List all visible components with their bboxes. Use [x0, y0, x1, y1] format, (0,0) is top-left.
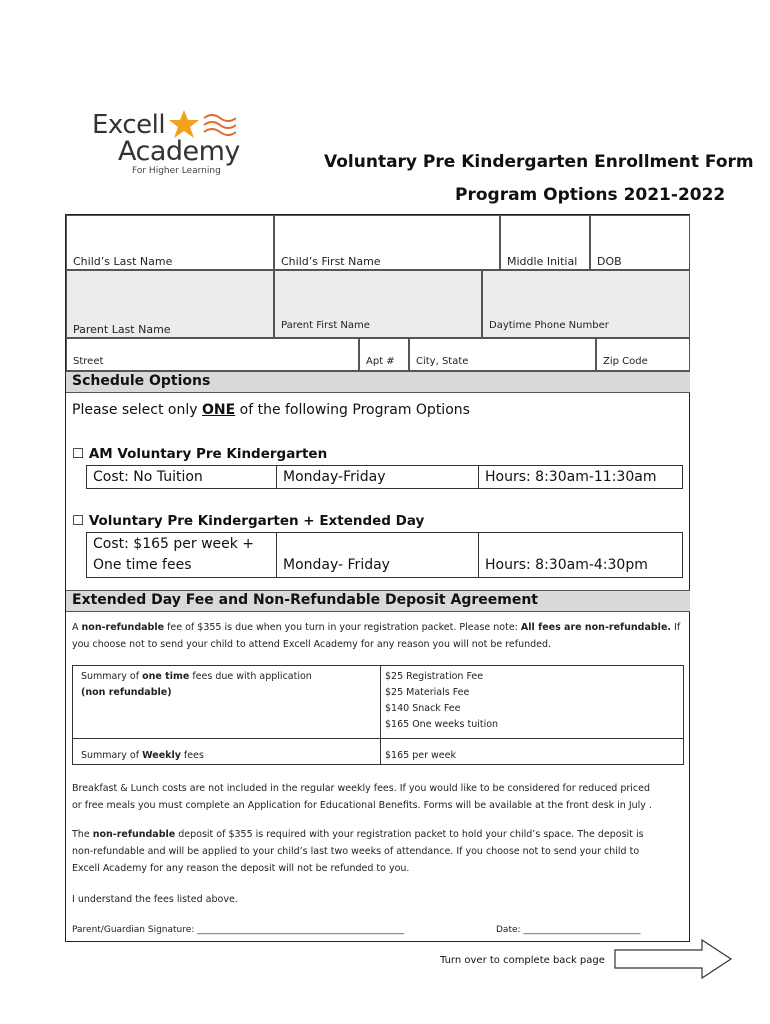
fee-item: $140 Snack Fee: [385, 703, 461, 714]
parent-first-name-field[interactable]: [274, 270, 482, 338]
city-state-field[interactable]: [409, 338, 596, 371]
fee-text: fee of $355 is due when you turn in your registration packet. Please note:: [164, 622, 521, 633]
weekly-fee-item: $165 per week: [385, 750, 456, 761]
summary-text: Summary of: [81, 671, 143, 682]
parent-last-name-label: Parent Last Name: [73, 323, 171, 336]
am-vpk-details-row: [86, 465, 683, 489]
child-first-name-field[interactable]: [274, 215, 500, 270]
instructions-text-start: Please select only: [72, 402, 202, 418]
fees-heading: Extended Day Fee and Non-Refundable Deposit Agreement: [72, 592, 538, 608]
dob-field[interactable]: [590, 215, 690, 270]
fee-text: If: [671, 622, 681, 633]
vpk-extended-cost-note: One time fees: [93, 557, 192, 573]
fee-item: $25 Registration Fee: [385, 671, 484, 682]
arrow-right-icon: [614, 938, 734, 980]
middle-initial-label: Middle Initial: [507, 255, 578, 268]
apt-field[interactable]: [359, 338, 409, 371]
divider: [380, 666, 381, 764]
daytime-phone-label: Daytime Phone Number: [489, 320, 609, 331]
dob-label: DOB: [597, 255, 622, 268]
meals-text: or free meals you must complete an Application for Educational Benefits. Forms will be available at the front desk in July .: [72, 800, 652, 811]
am-vpk-option[interactable]: [72, 446, 327, 462]
meals-notice: [72, 780, 686, 814]
instructions-text-end: of the following Program Options: [235, 402, 470, 418]
vpk-extended-hours: Hours: 8:30am-4:30pm: [485, 557, 648, 573]
vpk-extended-cost: Cost: $165 per week +: [93, 536, 255, 552]
apt-label: Apt #: [366, 356, 395, 367]
fee-summary-table: [72, 665, 684, 765]
deposit-notice: [72, 826, 686, 877]
form-subtitle: Program Options 2021-2022: [455, 185, 726, 205]
summary-text: fees: [180, 750, 204, 761]
parent-last-name-field[interactable]: [66, 270, 274, 338]
deposit-emphasis: non-refundable: [92, 829, 176, 840]
vpk-extended-details-row: [86, 532, 683, 578]
child-last-name-label: Child’s Last Name: [73, 255, 173, 268]
understand-statement: I understand the fees listed above.: [72, 894, 238, 905]
fee-item: $165 One weeks tuition: [385, 719, 499, 730]
form-title: Voluntary Pre Kindergarten Enrollment Form: [324, 152, 754, 172]
divider: [276, 533, 277, 577]
divider: [478, 533, 479, 577]
excell-academy-logo: [92, 106, 252, 181]
vpk-extended-day-option-label: Voluntary Pre Kindergarten + Extended Day: [88, 513, 425, 529]
am-vpk-cost: Cost: No Tuition: [93, 469, 203, 485]
zip-code-label: Zip Code: [603, 356, 648, 367]
schedule-options-heading: Schedule Options: [72, 373, 211, 389]
fee-emphasis: non-refundable: [81, 622, 165, 633]
schedule-options-header: [66, 371, 690, 393]
logo-text-academy: Academy: [118, 136, 240, 167]
divider: [73, 738, 683, 739]
instructions-emphasis: ONE: [202, 402, 236, 418]
summary-emphasis: one time: [142, 671, 190, 682]
fee-emphasis: All fees are non-refundable.: [520, 622, 671, 633]
non-refundable-note: (non refundable): [81, 687, 172, 698]
fee-text: A: [72, 622, 82, 633]
onetime-summary-label: [81, 671, 312, 682]
fee-item: $25 Materials Fee: [385, 687, 470, 698]
fee-text: you choose not to send your child to attend Excell Academy for any reason you will not be refunded.: [72, 639, 552, 650]
divider: [478, 466, 479, 488]
turn-over-note: Turn over to complete back page: [440, 955, 605, 966]
am-vpk-hours: Hours: 8:30am-11:30am: [485, 469, 657, 485]
fee-notice: [72, 619, 686, 653]
signature-line[interactable]: Parent/Guardian Signature: ______________________________________________: [72, 925, 405, 935]
street-field[interactable]: [66, 338, 359, 371]
street-label: Street: [73, 356, 104, 367]
summary-text: Summary of: [81, 750, 143, 761]
city-state-label: City, State: [416, 356, 469, 367]
deposit-text: deposit of $355 is required with your registration packet to hold your child’s space. The deposit is: [175, 829, 644, 840]
am-vpk-days: Monday-Friday: [283, 469, 386, 485]
program-instructions: [72, 402, 470, 418]
child-first-name-label: Child’s First Name: [281, 255, 381, 268]
date-line[interactable]: Date: __________________________: [496, 925, 641, 935]
parent-first-name-label: Parent First Name: [281, 320, 370, 331]
vpk-extended-days: Monday- Friday: [283, 557, 390, 573]
fees-section-header: [66, 590, 690, 612]
zip-code-field[interactable]: [596, 338, 690, 371]
divider: [276, 466, 277, 488]
summary-emphasis: Weekly: [142, 750, 181, 761]
vpk-extended-day-option[interactable]: [72, 513, 424, 529]
logo-tagline: For Higher Learning: [132, 166, 221, 176]
checkbox-icon[interactable]: ☐: [72, 446, 85, 462]
checkbox-icon[interactable]: ☐: [72, 513, 85, 529]
summary-text: fees due with application: [189, 671, 312, 682]
weekly-summary-label: [81, 750, 204, 761]
am-vpk-option-label: AM Voluntary Pre Kindergarten: [88, 446, 328, 462]
middle-initial-field[interactable]: [500, 215, 590, 270]
child-last-name-field[interactable]: [66, 215, 274, 270]
deposit-text: The: [72, 829, 93, 840]
deposit-text: Excell Academy for any reason the deposit will not be refunded to you.: [72, 863, 410, 874]
daytime-phone-field[interactable]: [482, 270, 690, 338]
logo-text-excell: Excell: [92, 110, 166, 140]
meals-text: Breakfast & Lunch costs are not included in the regular weekly fees. If you would like to be considered for reduced priced: [72, 783, 651, 794]
deposit-text: non-refundable and will be applied to your child’s last two weeks of attendance. If you choose not to send your child to: [72, 846, 640, 857]
